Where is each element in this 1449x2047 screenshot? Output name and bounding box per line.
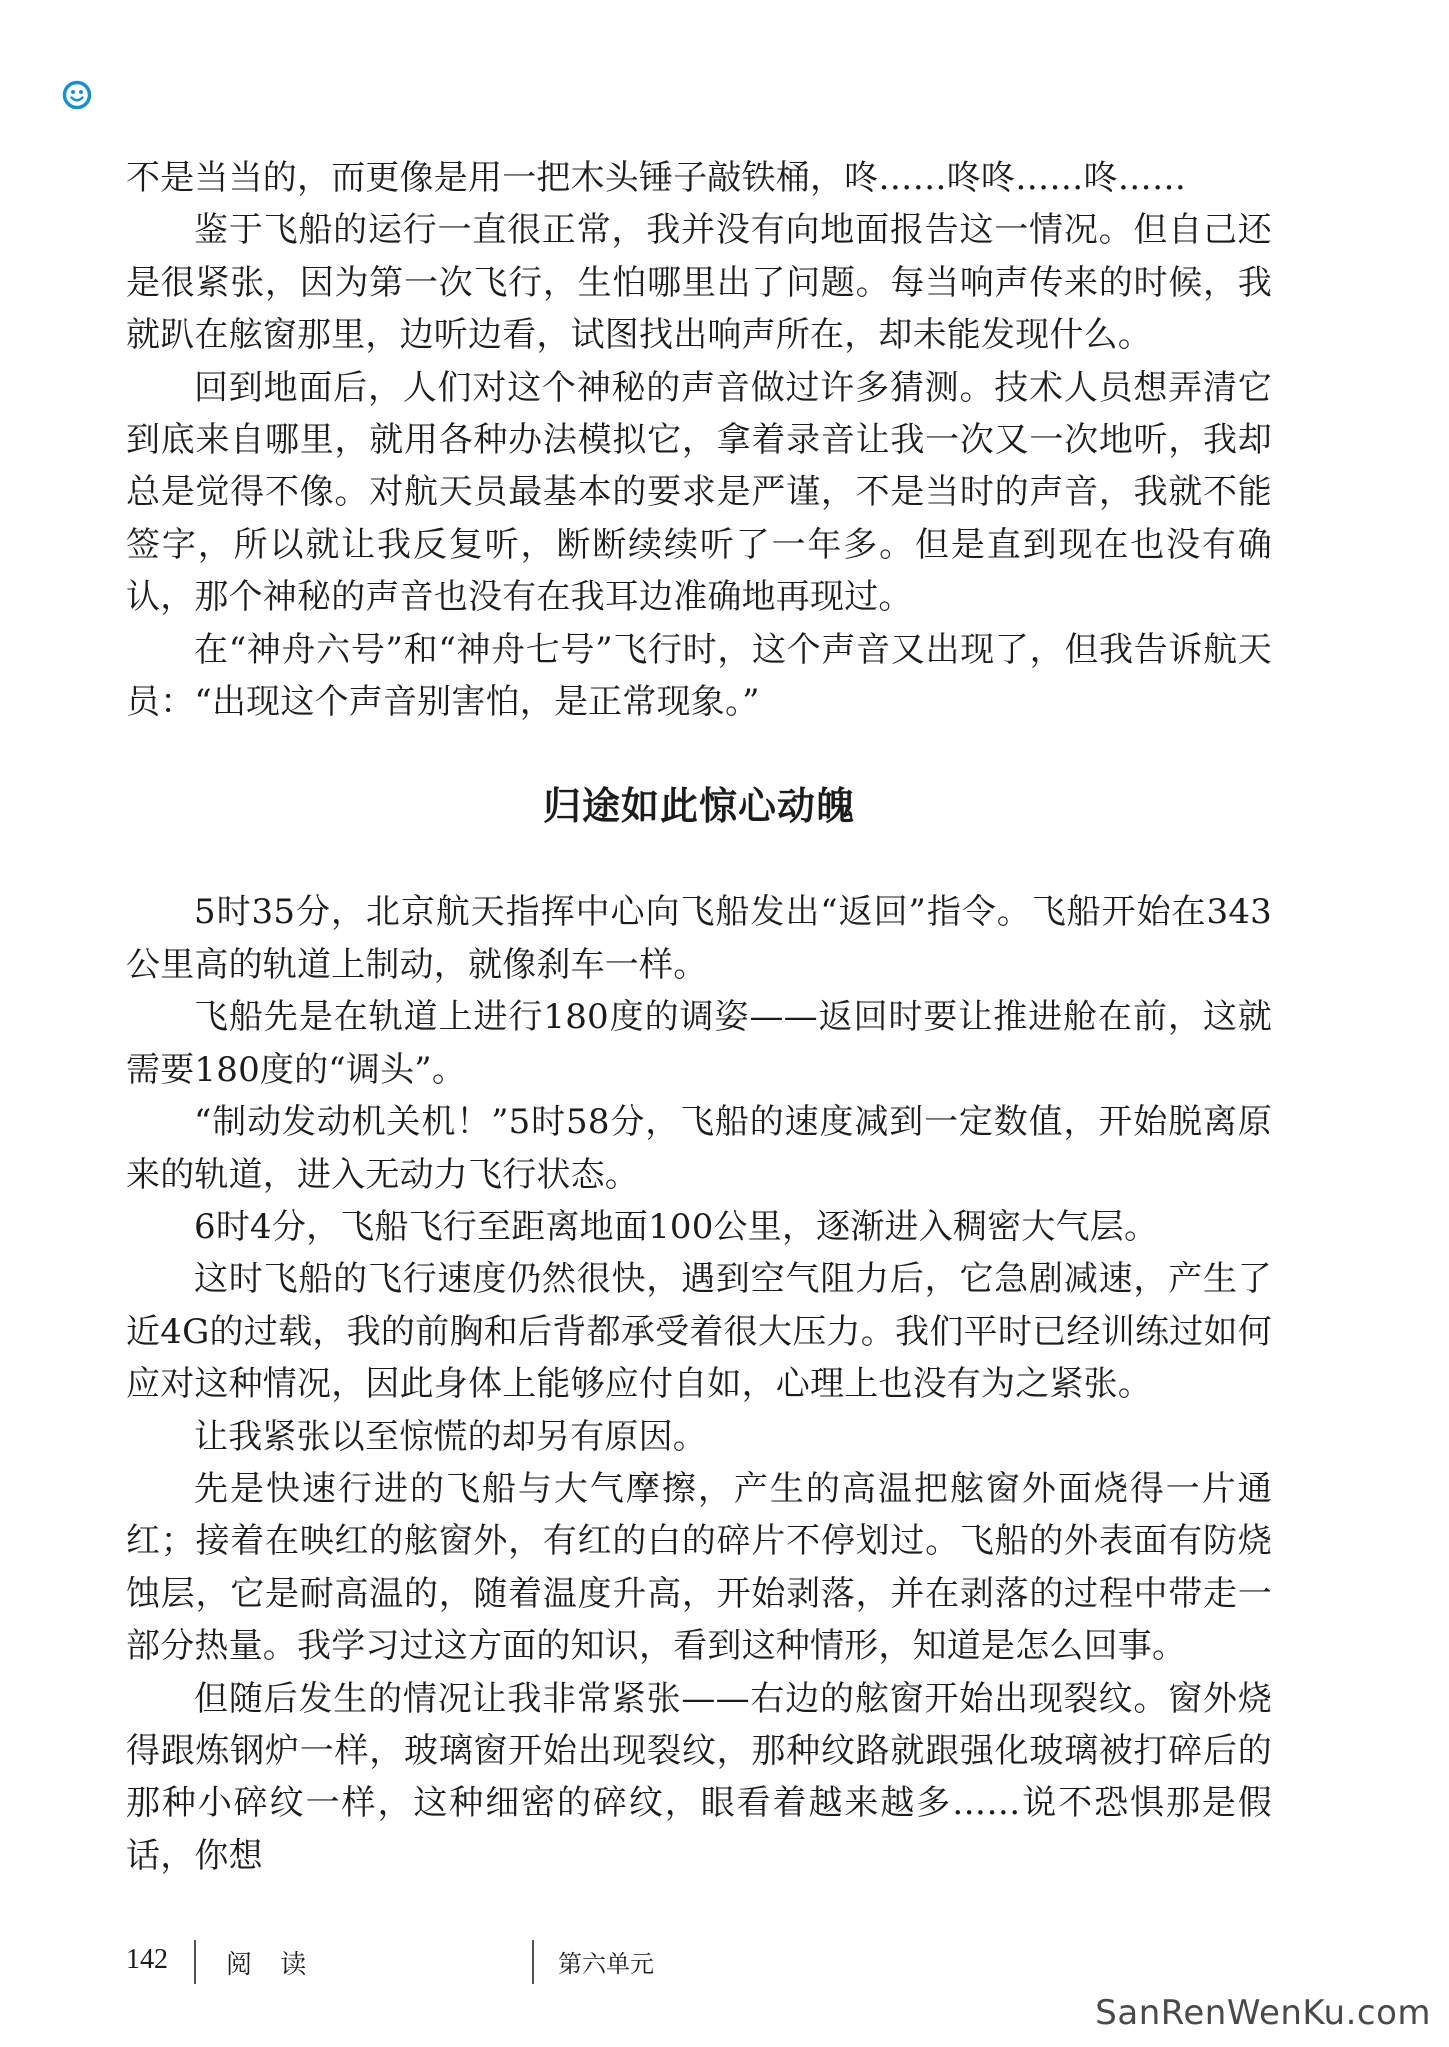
paragraph: 但随后发生的情况让我非常紧张——右边的舷窗开始出现裂纹。窗外烧得跟炼钢炉一样，玻璃窗开始出现裂纹，那种纹路就跟强化玻璃被打碎后的那种小碎纹一样，这种细密的碎纹，眼看着越来越多……说不恐惧那是假话，你想 (126, 1678, 1272, 1876)
paragraph: 先是快速行进的飞船与大气摩擦，产生的高温把舷窗外面烧得一片通红；接着在映红的舷窗外，有红的白的碎片不停划过。飞船的外表面有防烧蚀层，它是耐高温的，随着温度升高，开始剥落，并在剥落的过程中带走一部分热量。我学习过这方面的知识，看到这种情形，知道是怎么回事。 (126, 1468, 1272, 1667)
section-heading: 归途如此惊心动魄 (542, 783, 855, 829)
page-footer (126, 1940, 1126, 1984)
paragraph: 5时35分，北京航天指挥中心向飞船发出“返回”指令。飞船开始在343公里高的轨道上制动，就像刹车一样。 (126, 892, 1272, 985)
paragraph: 不是当当的，而更像是用一把木头锤子敲铁桶，咚……咚咚……咚…… (126, 158, 1187, 198)
paragraph: 6时4分，飞船飞行至距离地面100公里，逐渐进入稠密大气层。 (194, 1206, 1159, 1247)
smiley-face-icon (62, 80, 92, 110)
footer-divider (532, 1940, 534, 1984)
paragraph: 让我紧张以至惊慌的却另有原因。 (194, 1416, 707, 1457)
footer-unit-label: 第六单元 (558, 1950, 654, 1978)
paragraph: 在“神舟六号”和“神舟七号”飞行时，这个声音又出现了，但我告诉航天员：“出现这个声音别害怕，是正常现象。” (126, 629, 1272, 723)
paragraph: “制动发动机关机！”5时58分，飞船的速度减到一定数值，开始脱离原来的轨道，进入无动力飞行状态。 (126, 1102, 1272, 1195)
page-number: 142 (126, 1944, 168, 1975)
paragraph: 这时飞船的飞行速度仍然很快，遇到空气阻力后，它急剧减速，产生了近4G的过载，我的前胸和后背都承受着很大压力。我们平时已经训练过如何应对这种情况，因此身体上能够应付自如，心理上也没有为之紧张。 (126, 1259, 1272, 1405)
footer-section-label: 阅 读 (226, 1950, 317, 1980)
page-body (126, 152, 1272, 1882)
paragraph: 飞船先是在轨道上进行180度的调姿——返回时要让推进舱在前，这就需要180度的“调头”。 (126, 997, 1272, 1090)
watermark: SanRenWenKu.com (1095, 1993, 1431, 2033)
paragraph: 鉴于飞船的运行一直很正常，我并没有向地面报告这一情况。但自己还是很紧张，因为第一次飞行，生怕哪里出了问题。每当响声传来的时候，我就趴在舷窗那里，边听边看，试图找出响声所在，却未能发现什么。 (126, 210, 1272, 356)
footer-divider (194, 1940, 196, 1984)
paragraph: 回到地面后，人们对这个神秘的声音做过许多猜测。技术人员想弄清它到底来自哪里，就用各种办法模拟它，拿着录音让我一次又一次地听，我却总是觉得不像。对航天员最基本的要求是严谨，不是当时的声音，我就不能签字，所以就让我反复听，断断续续听了一年多。但是直到现在也没有确认，那个神秘的声音也没有在我耳边准确地再现过。 (126, 367, 1272, 618)
